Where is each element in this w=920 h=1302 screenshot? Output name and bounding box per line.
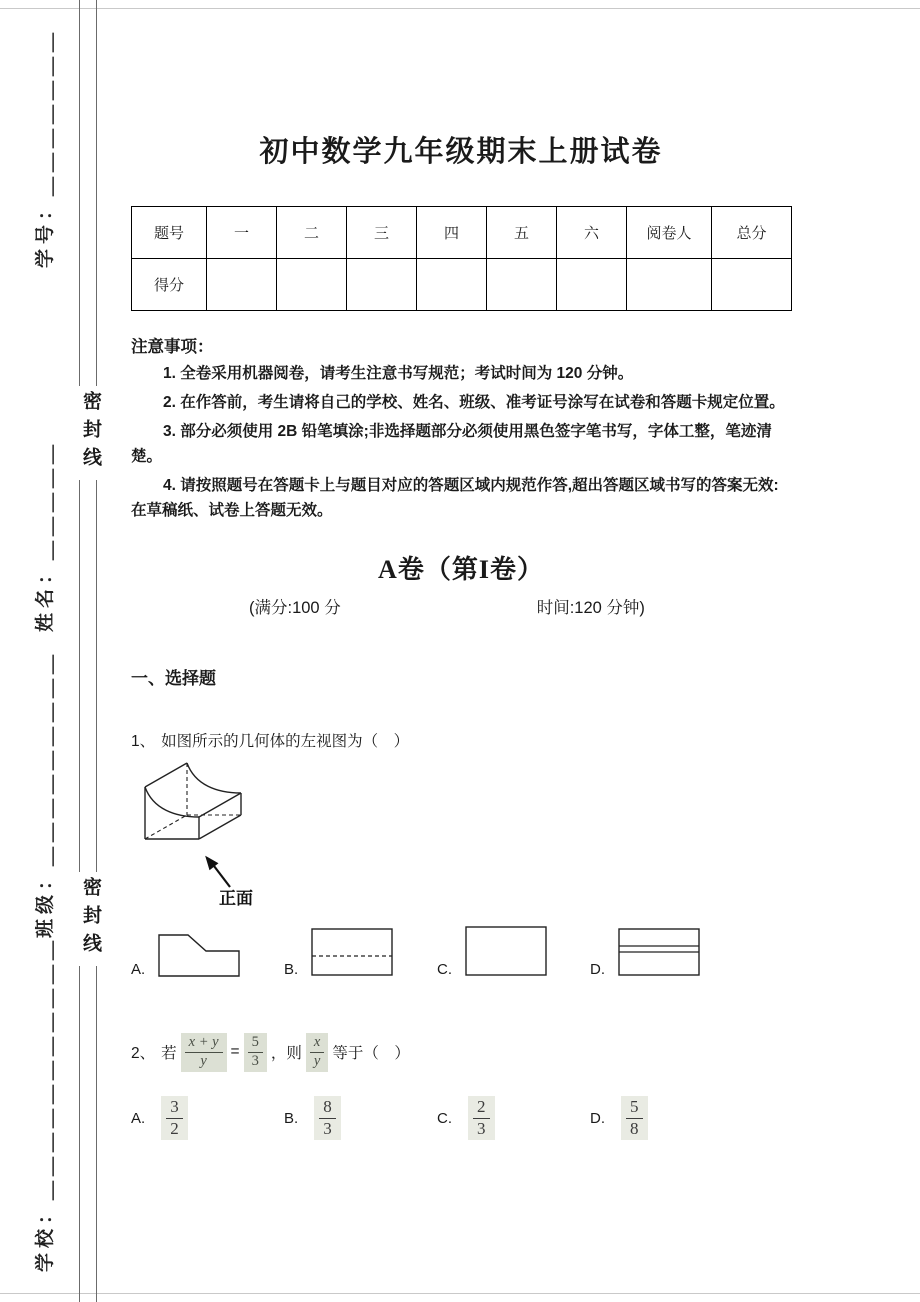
score-table-header-cell: 总分 bbox=[712, 207, 792, 259]
margin-student-id-label: 学号：＿＿＿＿＿＿＿ bbox=[35, 27, 56, 268]
margin-school-label: 学校：＿＿＿＿＿＿＿＿＿＿＿ bbox=[35, 935, 56, 1272]
section-a-title: A卷（第I卷） bbox=[378, 555, 544, 584]
q2-option-d-fraction: $\frac{5}{8}$ bbox=[621, 1096, 648, 1140]
part1-heading: 一、选择题 bbox=[131, 669, 216, 688]
q1-option-d bbox=[590, 925, 743, 977]
score-table bbox=[131, 206, 792, 311]
page-title: 初中数学九年级期末上册试卷 bbox=[259, 136, 663, 168]
score-table-header-cell: 六 bbox=[557, 207, 627, 259]
q2-fraction-1: $\frac{x + y}{y}$ bbox=[181, 1033, 227, 1072]
seal-line-text-top: 密封线 bbox=[74, 386, 104, 480]
score-table-header-cell: 四 bbox=[417, 207, 487, 259]
q2-option-b bbox=[284, 1096, 437, 1140]
q2-fraction-2: $\frac{5}{3}$ bbox=[244, 1033, 267, 1072]
q2-option-c-label: C. bbox=[437, 1109, 452, 1127]
front-face-label: 正面 bbox=[219, 889, 253, 908]
question-2-options bbox=[131, 1096, 791, 1140]
score-table-header-cell: 二 bbox=[277, 207, 347, 259]
score-table-header-cell: 五 bbox=[487, 207, 557, 259]
q1-option-b-label: B. bbox=[284, 961, 299, 978]
score-table-header-cell: 题号 bbox=[132, 207, 207, 259]
score-table-header-cell: 三 bbox=[347, 207, 417, 259]
question-1-figure bbox=[135, 757, 791, 909]
notes-heading: 注意事项： bbox=[131, 338, 214, 356]
section-a-meta bbox=[131, 594, 791, 618]
q1-option-a-label: A. bbox=[131, 961, 146, 978]
question-2-number: 2、 bbox=[131, 1045, 156, 1063]
note-item-2: 2. 在作答前，考生请将自己的学校、姓名、班级、准考证号涂写在试卷和答题卡规定位置。 bbox=[163, 394, 785, 411]
full-score-label: (满分:100 分 bbox=[249, 599, 341, 617]
q1-option-a bbox=[131, 925, 284, 977]
score-table-header-cell: 一 bbox=[207, 207, 277, 259]
bottom-frame-line bbox=[0, 1293, 920, 1294]
q1-option-d-label: D. bbox=[590, 961, 605, 978]
q2-option-d-label: D. bbox=[590, 1109, 605, 1127]
q1-option-c-label: C. bbox=[437, 961, 452, 978]
question-2-middle: ，则 bbox=[270, 1045, 302, 1063]
score-cell bbox=[487, 259, 557, 311]
q1-option-a-shape bbox=[158, 925, 240, 977]
score-row-label: 得分 bbox=[132, 259, 207, 311]
q1-option-c bbox=[437, 925, 590, 977]
q2-option-a-label: A. bbox=[131, 1109, 146, 1127]
score-cell bbox=[712, 259, 792, 311]
question-1-number: 1、 bbox=[131, 733, 156, 750]
q2-option-b-fraction: $\frac{8}{3}$ bbox=[314, 1096, 341, 1140]
score-table-header-row bbox=[132, 207, 792, 259]
question-2-suffix: 等于（ ） bbox=[332, 1045, 410, 1063]
front-face-arrow bbox=[207, 858, 230, 887]
seal-fold-line-inner bbox=[96, 0, 97, 1302]
q2-option-a bbox=[131, 1096, 284, 1140]
score-cell bbox=[557, 259, 627, 311]
question-1-options bbox=[131, 925, 791, 977]
q2-fraction-3: $\frac{x}{y}$ bbox=[306, 1033, 328, 1072]
q2-option-d bbox=[590, 1096, 743, 1140]
note-item-3: 3. 部分必须使用 2B 铅笔填涂;非选择题部分必须使用黑色签字笔书写，字体工整，笔迹清楚。 bbox=[131, 423, 772, 465]
q2-option-c bbox=[437, 1096, 590, 1140]
seal-fold-line-outer bbox=[79, 0, 80, 1302]
question-1-text: 如图所示的几何体的左视图为（ ） bbox=[161, 733, 410, 750]
margin-name-label: 姓名：＿＿＿＿＿ bbox=[35, 439, 56, 632]
question-1-text-row bbox=[131, 729, 791, 751]
score-table-score-row bbox=[132, 259, 792, 311]
q2-option-c-fraction: $\frac{2}{3}$ bbox=[468, 1096, 495, 1140]
score-cell bbox=[347, 259, 417, 311]
q2-option-a-fraction: $\frac{3}{2}$ bbox=[161, 1096, 188, 1140]
q1-option-c-shape bbox=[465, 925, 547, 977]
note-item-1: 1. 全卷采用机器阅卷，请考生注意书写规范；考试时间为 120 分钟。 bbox=[163, 365, 634, 382]
question-2-text-row bbox=[131, 1033, 791, 1072]
equals-sign: = bbox=[230, 1043, 240, 1061]
q2-option-b-label: B. bbox=[284, 1109, 299, 1127]
score-cell bbox=[417, 259, 487, 311]
time-label: 时间:120 分钟) bbox=[536, 599, 645, 617]
q1-option-b-shape bbox=[311, 925, 393, 977]
q1-option-d-shape bbox=[618, 925, 700, 977]
score-table-header-cell: 阅卷人 bbox=[627, 207, 712, 259]
margin-class-label: 班级：＿＿＿＿＿＿＿＿＿ bbox=[35, 649, 56, 938]
solid-figure-drawing bbox=[135, 757, 295, 909]
note-item-4: 4. 请按照题号在答题卡上与题目对应的答题区域内规范作答,超出答题区域书写的答案无效:在草稿纸、试卷上答题无效。 bbox=[131, 477, 779, 519]
question-2-prefix: 若 bbox=[161, 1045, 177, 1063]
main-content bbox=[131, 0, 791, 1140]
score-cell bbox=[627, 259, 712, 311]
score-cell bbox=[207, 259, 277, 311]
q1-option-b bbox=[284, 925, 437, 977]
score-cell bbox=[277, 259, 347, 311]
seal-line-text-bottom: 密封线 bbox=[74, 872, 104, 966]
